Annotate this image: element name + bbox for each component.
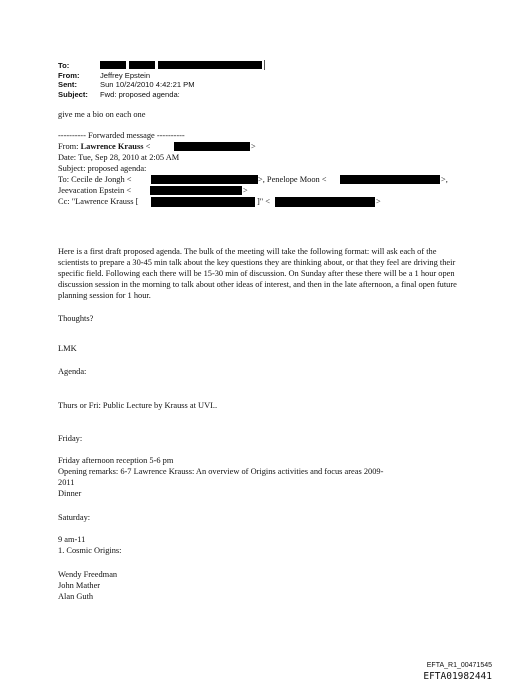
redaction-to-email-3 (150, 186, 242, 195)
forward-divider: ---------- Forwarded message ---------- (58, 131, 185, 140)
redaction-cc-1 (151, 197, 255, 207)
header-to (58, 61, 100, 70)
header-subject (58, 90, 180, 99)
to-label: To: (58, 61, 70, 70)
forward-cc-prefix: Cc: "Lawrence Krauss [ (58, 197, 139, 206)
redaction-to-3 (158, 61, 262, 69)
speaker-1: Wendy Freedman (58, 570, 118, 579)
friday-line-2: Opening remarks: 6-7 Lawrence Krauss: An overview of Origins activities and focus areas 2009- (58, 467, 384, 476)
forward-from-open: < (143, 142, 151, 151)
saturday-time: 9 am-11 (58, 535, 86, 544)
sent-label: Sent: (58, 80, 77, 89)
footer-id-small: EFTA_R1_00471545 (426, 662, 492, 669)
friday-line-4: Dinner (58, 489, 82, 498)
forward-from (58, 141, 150, 152)
speaker-3: Alan Guth (58, 592, 94, 601)
forward-date: Date: Tue, Sep 28, 2010 at 2:05 AM (58, 153, 180, 162)
forward-to-line2: Jeevacation Epstein < (58, 186, 132, 195)
redaction-from-email (174, 142, 250, 151)
saturday-session: 1. Cosmic Origins: (58, 546, 122, 555)
speaker-2: John Mather (58, 581, 101, 590)
agenda-friday: Friday: (58, 434, 83, 443)
subject-label: Subject: (58, 89, 88, 99)
from-label: From: (58, 70, 80, 80)
body-thoughts: Thoughts? (58, 314, 94, 323)
body-signoff: LMK (58, 344, 77, 353)
redaction-to-email-2 (340, 175, 440, 184)
header-from (58, 71, 150, 80)
from-value: Jeffrey Epstein (100, 70, 151, 80)
redaction-to-email-1 (151, 175, 258, 184)
forward-cc-end: > (376, 197, 381, 206)
forward-to-end: >, (441, 175, 448, 184)
forward-subject: Subject: proposed agenda: (58, 164, 147, 173)
header-sent (58, 80, 195, 89)
agenda-heading: Agenda: (58, 367, 87, 376)
forward-from-close: > (251, 142, 256, 151)
friday-line-1: Friday afternoon reception 5-6 pm (58, 456, 174, 465)
footer-id-large: EFTA01982441 (423, 671, 492, 682)
forward-cc-mid: ]" < (257, 197, 271, 206)
forward-to-prefix: To: Cecile de Jongh < (58, 175, 132, 184)
cursor-mark (264, 60, 265, 70)
subject-value: Fwd: proposed agenda: (100, 89, 180, 99)
body-paragraph: Here is a first draft proposed agenda. The bulk of the meeting will take the following format: will ask each of the scientists to prepare a 30-45 min talk about the key questions they are thinking about, or that they feel are driving their specific field. Following each there will be 15-30 min of discussion. On Sunday after these there will be a 1 hour open discussion session in the morning to talk about other ideas of interest, and then in the late afternoon, a final open future planning session for 1 hour. (58, 247, 457, 300)
redaction-cc-2 (275, 197, 375, 207)
forward-to-mid: >, Penelope Moon < (258, 175, 327, 184)
message-text: give me a bio on each one (58, 110, 146, 119)
redaction-to-2 (129, 61, 155, 69)
sent-value: Sun 10/24/2010 4:42:21 PM (100, 80, 195, 89)
agenda-saturday: Saturday: (58, 513, 91, 522)
agenda-thurs: Thurs or Fri: Public Lecture by Krauss at UVI.. (58, 401, 218, 410)
friday-line-3: 2011 (58, 478, 75, 487)
redaction-to-1 (100, 61, 126, 69)
forward-from-name: Lawrence Krauss (80, 142, 144, 151)
forward-from-prefix: From: (58, 142, 81, 151)
forward-to-line2-end: > (243, 186, 248, 195)
